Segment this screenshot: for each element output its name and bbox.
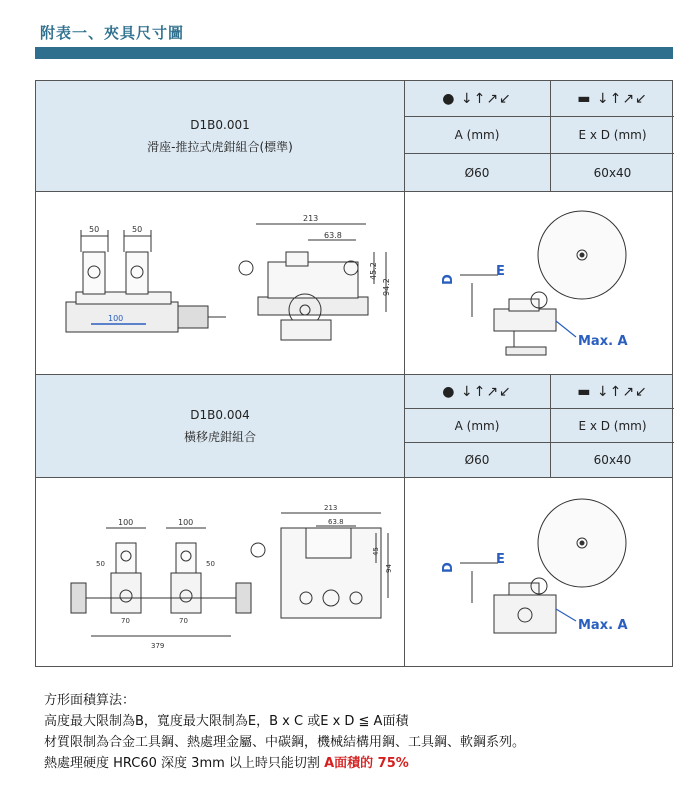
label-d: D: [441, 562, 456, 573]
label-d: D: [441, 274, 456, 285]
dim-379: 379: [151, 642, 165, 650]
value-a: Ø60: [404, 154, 551, 191]
notes-line-2: 高度最大限制為B，寬度最大限制為E，B x C 或E x D ≦ A面積: [44, 714, 409, 729]
dim-213: 213: [324, 504, 338, 512]
notes-heading: 方形面積算法：: [44, 693, 136, 708]
round-symbol: ● ↓↑↗↙: [404, 375, 551, 409]
dim-100: 100: [108, 314, 124, 323]
drawing-row: [36, 191, 672, 375]
notes-section: [44, 690, 525, 774]
fixture-block-2: [35, 374, 673, 667]
page-title: 附表一、夾具尺寸圖: [40, 24, 185, 42]
dim-50-left: 50: [89, 225, 100, 234]
fixture-block-1: [35, 80, 673, 375]
dim-45-2: 45.2: [369, 262, 378, 280]
dim-70-right: 70: [179, 617, 188, 625]
fixture-name-cell: [36, 375, 405, 477]
dim-70-left: 70: [121, 617, 130, 625]
spec-grid: [404, 81, 674, 191]
model-number: D1B0.001: [190, 118, 250, 132]
col-label-exd: E x D (mm): [551, 117, 674, 154]
vise-technical-drawing: [46, 202, 396, 367]
dim-63-8: 63.8: [328, 518, 344, 526]
rect-symbol: ▬ ↓↑↗↙: [551, 81, 674, 117]
dim-94-2: 94.2: [382, 278, 391, 296]
model-number: D1B0.004: [190, 408, 250, 422]
drawing-row: [36, 477, 672, 667]
value-exd: 60x40: [593, 165, 632, 180]
capacity-diagram: [414, 197, 672, 370]
label-e: E: [496, 552, 505, 567]
col-label-exd: E x D (mm): [551, 409, 674, 443]
block-header: [36, 375, 672, 477]
dim-45: 45: [372, 547, 380, 556]
notes-line-4-text: 熱處理硬度 HRC60 深度 3mm 以上時只能切割: [44, 756, 320, 771]
vise-technical-drawing: [46, 488, 396, 658]
capacity-diagram: [414, 483, 672, 661]
label-e: E: [496, 264, 505, 279]
block-header: [36, 81, 672, 191]
fixture-name: 橫移虎鉗組合: [183, 430, 256, 444]
dim-50-left: 50: [96, 560, 105, 568]
round-symbol: ● ↓↑↗↙: [404, 81, 551, 117]
notes-line-3: 材質限制為合金工具鋼、熱處理金屬、中碳鋼，機械結構用鋼、工具鋼、軟鋼系列。: [44, 735, 526, 750]
dim-50-right: 50: [206, 560, 215, 568]
title-bar: [35, 47, 673, 59]
dim-50-right: 50: [132, 225, 143, 234]
notes-line-4: [44, 753, 525, 774]
fixture-name: 滑座-推拉式虎鉗組合(標準): [147, 140, 293, 154]
dim-94: 94: [385, 564, 393, 573]
label-max-a: Max. A: [578, 618, 628, 633]
dim-100-right: 100: [178, 518, 194, 527]
spec-grid: [404, 375, 674, 477]
value-exd: 60x40: [593, 453, 632, 467]
notes-highlight: A面積的 75%: [324, 756, 409, 771]
fixture-name-cell: [36, 81, 405, 191]
dim-63-8: 63.8: [324, 231, 342, 240]
dim-213: 213: [303, 214, 319, 223]
dim-100-left: 100: [118, 518, 134, 527]
label-max-a: Max. A: [578, 334, 628, 349]
value-a: Ø60: [404, 443, 551, 477]
col-label-a: A (mm): [404, 409, 551, 443]
rect-symbol: ▬ ↓↑↗↙: [551, 375, 674, 409]
col-label-a: A (mm): [404, 117, 551, 154]
